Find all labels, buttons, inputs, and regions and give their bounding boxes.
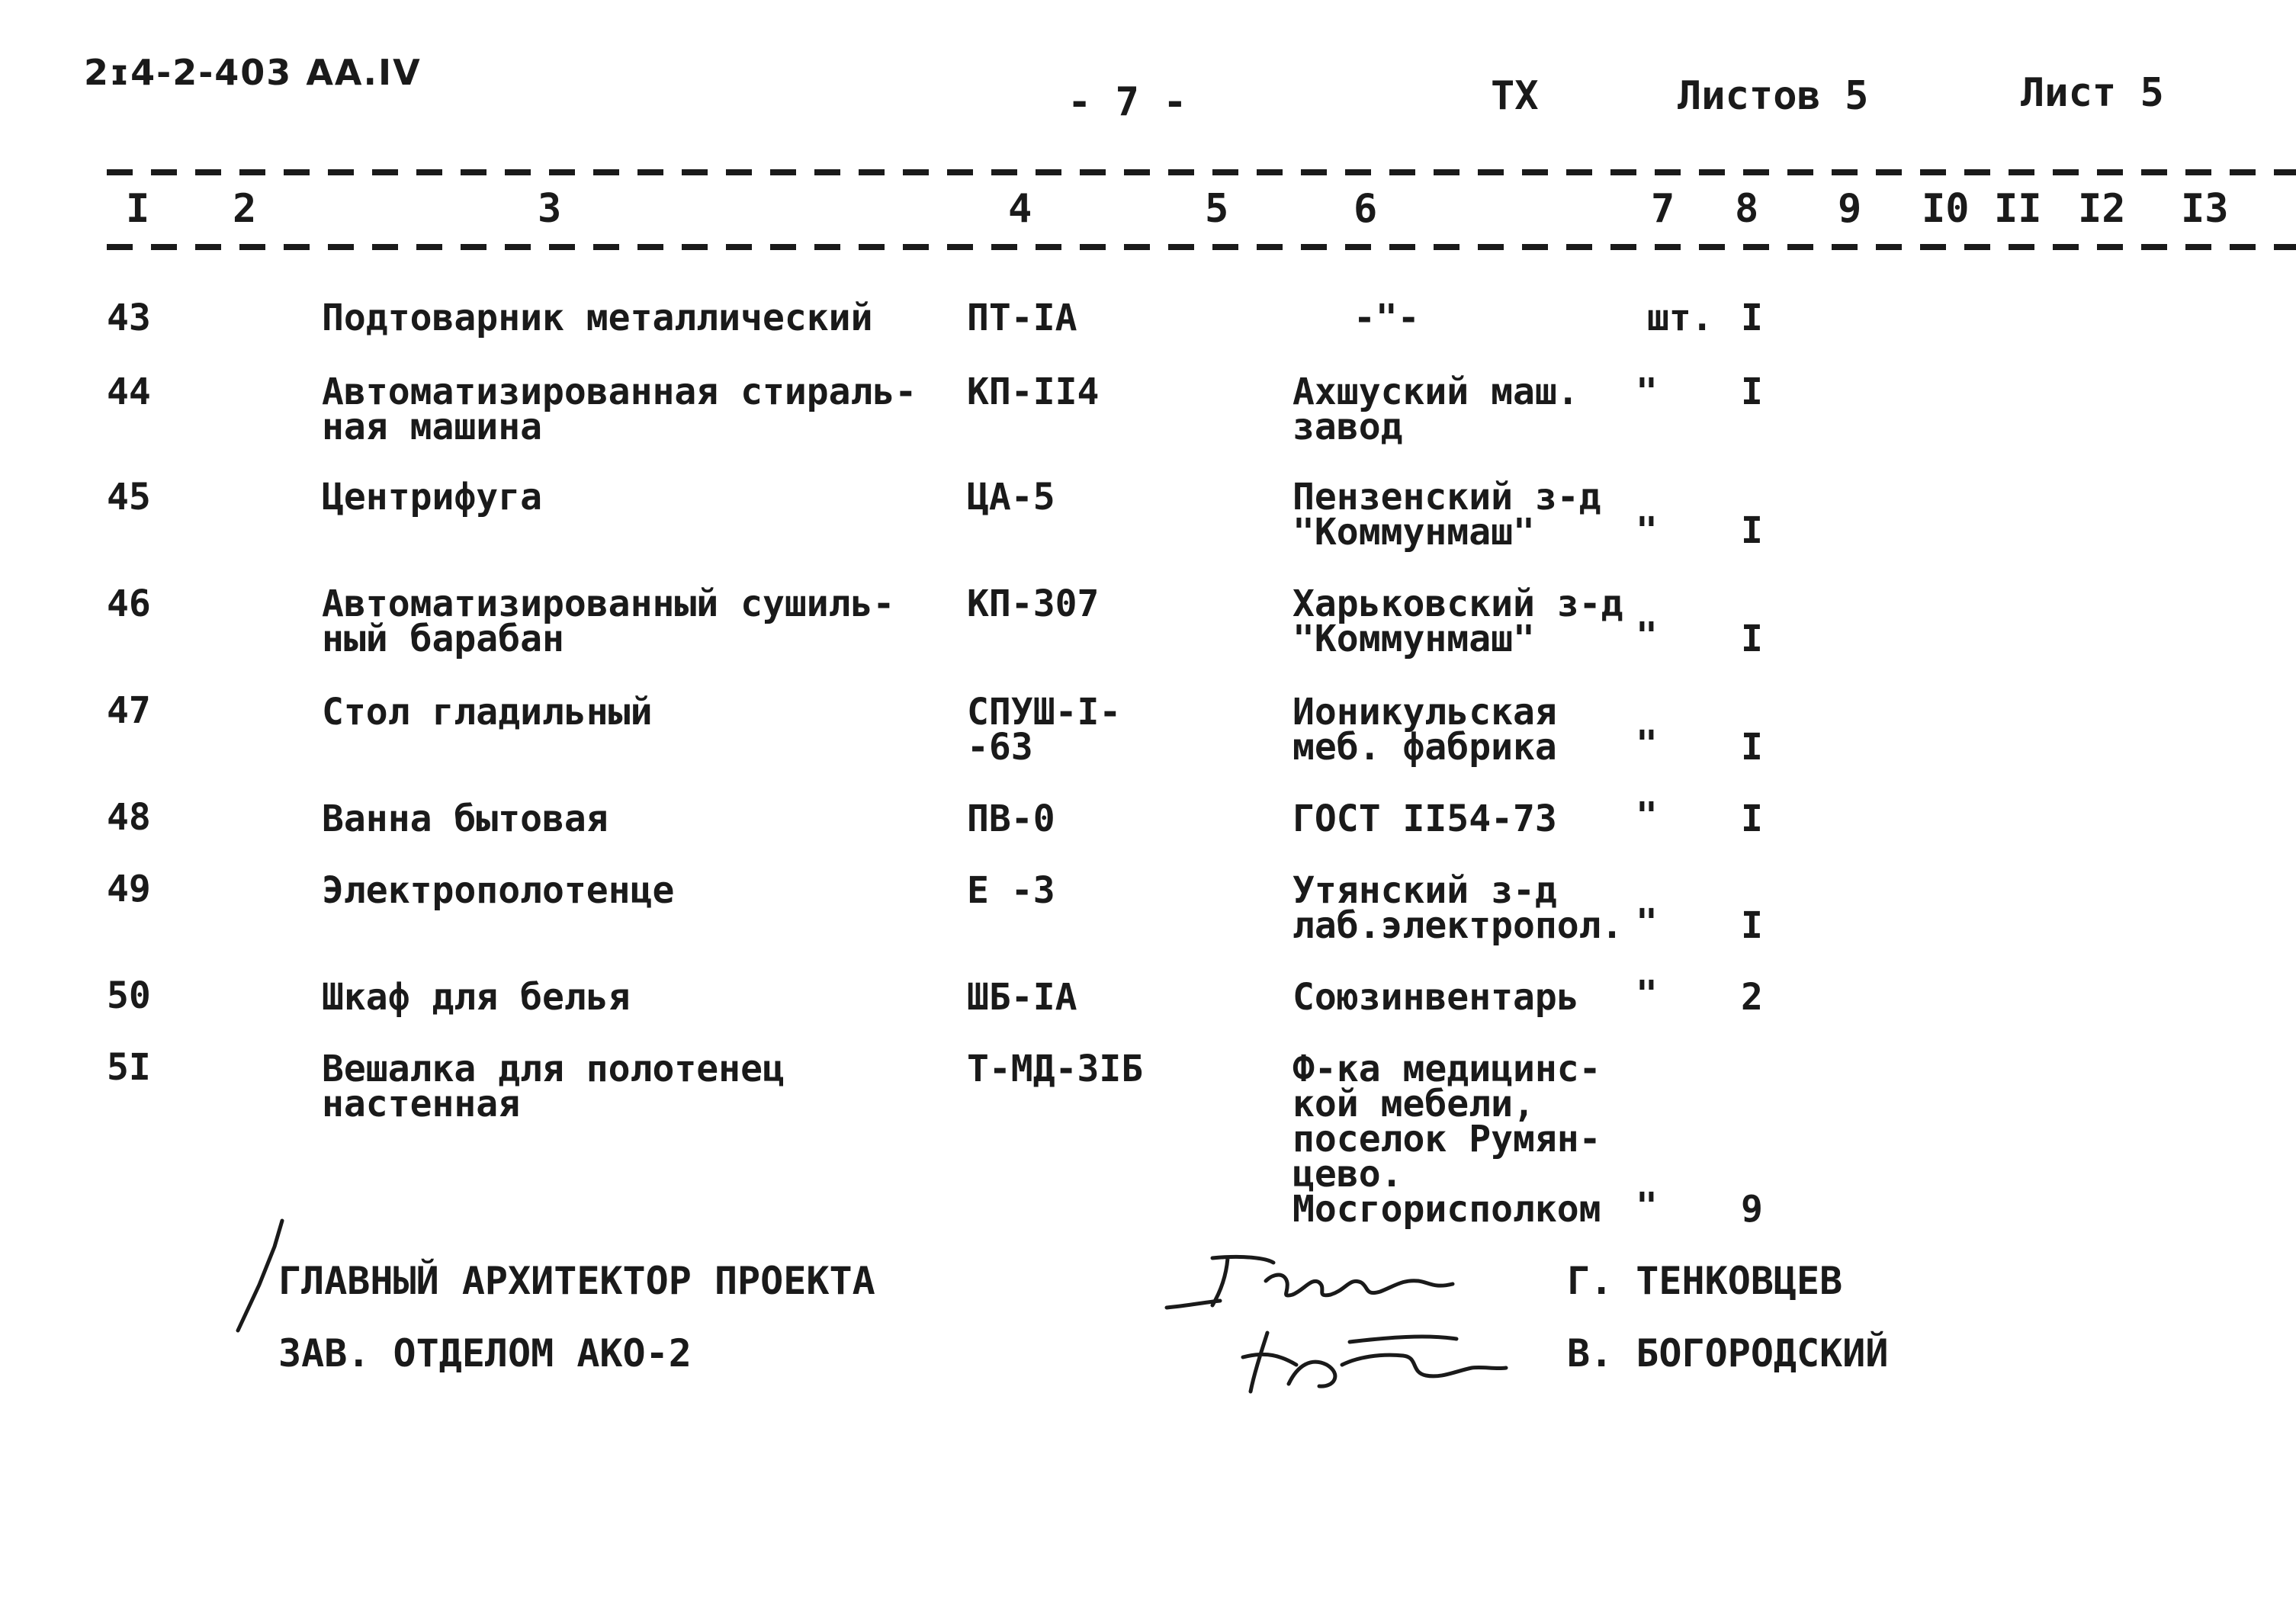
item-quantity: I (1741, 726, 1763, 769)
col-header: I2 (2078, 186, 2126, 232)
item-name: ный барабан (322, 618, 564, 660)
item-mark: ШБ-IА (967, 976, 1077, 1019)
item-maker: "Коммунмаш" (1293, 618, 1535, 660)
item-maker: меб. фабрика (1293, 726, 1557, 769)
signature-1 (1159, 1235, 1464, 1319)
col-header: 2 (233, 186, 257, 232)
item-maker: Ионикульская (1293, 691, 1557, 733)
row-number: 45 (107, 476, 151, 518)
item-maker: завод (1293, 406, 1403, 448)
item-maker: лаб.электропол. (1293, 904, 1623, 947)
item-maker: Утянский з-д (1293, 869, 1557, 912)
item-quantity: 9 (1741, 1188, 1763, 1231)
item-unit: " (1636, 901, 1658, 944)
col-header: 5 (1205, 186, 1229, 232)
row-number: 47 (107, 689, 151, 732)
item-unit: " (1636, 371, 1658, 413)
row-number: 5I (107, 1046, 151, 1089)
item-name: Вешалка для полотенец (322, 1048, 785, 1090)
page-number: - 7 - (1068, 79, 1187, 125)
item-name: Автоматизированная стираль- (322, 371, 917, 413)
row-number: 46 (107, 583, 151, 625)
sheet-number: Лист 5 (2021, 70, 2164, 116)
item-maker: ГОСТ II54-73 (1293, 798, 1557, 840)
col-header: 8 (1735, 186, 1759, 232)
item-mark: КП-II4 (967, 371, 1100, 413)
signature-2 (1228, 1311, 1517, 1403)
item-unit: шт. (1647, 297, 1713, 339)
item-name: Центрифуга (322, 476, 542, 518)
item-maker: Пензенский з-д (1293, 476, 1601, 518)
col-header: 4 (1008, 186, 1032, 232)
row-number: 44 (107, 371, 151, 413)
item-maker: Ахшуский маш. (1293, 371, 1579, 413)
item-name: настенная (322, 1083, 521, 1125)
header-rule-top (107, 169, 2296, 175)
item-unit: " (1636, 509, 1658, 552)
item-mark: СПУШ-I- (967, 691, 1122, 733)
item-quantity: 2 (1741, 976, 1763, 1019)
item-maker: -"- (1354, 297, 1420, 339)
item-maker: поселок Румян- (1293, 1118, 1601, 1160)
document-code: 2ɪ4-2-403 АА.IV (84, 52, 422, 93)
item-maker: цево. (1293, 1153, 1403, 1196)
item-name: Подтоварник металлический (322, 297, 873, 339)
col-header: 3 (538, 186, 562, 232)
item-name: Шкаф для белья (322, 976, 631, 1019)
item-mark: ПВ-0 (967, 798, 1055, 840)
item-mark: Е -3 (967, 869, 1055, 912)
item-maker: Союзинвентарь (1293, 976, 1579, 1019)
item-name: Стол гладильный (322, 691, 653, 733)
item-maker: Харьковский з-д (1293, 583, 1623, 625)
chief-architect-name: Г. ТЕНКОВЦЕВ (1567, 1259, 1843, 1303)
row-number: 43 (107, 297, 151, 339)
col-header: 7 (1651, 186, 1675, 232)
item-name: Ванна бытовая (322, 798, 609, 840)
item-quantity: I (1741, 618, 1763, 660)
col-header: I (126, 186, 150, 232)
item-quantity: I (1741, 509, 1763, 552)
item-maker: кой мебели, (1293, 1083, 1535, 1125)
item-maker: "Коммунмаш" (1293, 511, 1535, 554)
chief-architect-role: ГЛАВНЫЙ АРХИТЕКТОР ПРОЕКТА (278, 1259, 875, 1303)
row-number: 50 (107, 974, 151, 1017)
department-head-name: В. БОГОРОДСКИЙ (1567, 1331, 1889, 1375)
item-unit: " (1636, 723, 1658, 766)
stage-marker: TX (1491, 73, 1539, 119)
col-header: I3 (2181, 186, 2229, 232)
item-mark: -63 (967, 726, 1033, 769)
col-header: I0 (1922, 186, 1970, 232)
item-quantity: I (1741, 798, 1763, 840)
sheets-total: Листов 5 (1678, 73, 1869, 119)
item-unit: " (1636, 615, 1658, 657)
item-quantity: I (1741, 904, 1763, 947)
item-name: Электрополотенце (322, 869, 675, 912)
item-maker: Мосгорисполком (1293, 1188, 1601, 1231)
item-unit: " (1636, 1185, 1658, 1228)
item-mark: КП-307 (967, 583, 1100, 625)
row-number: 48 (107, 796, 151, 839)
department-head-role: ЗАВ. ОТДЕЛОМ АКО-2 (278, 1331, 692, 1375)
item-mark: ПТ-IА (967, 297, 1077, 339)
item-quantity: I (1741, 297, 1763, 339)
col-header: II (1994, 186, 2042, 232)
item-mark: Т-МД-3IБ (967, 1048, 1144, 1090)
col-header: 9 (1838, 186, 1862, 232)
item-mark: ЦА-5 (967, 476, 1055, 518)
header-rule-bottom (107, 244, 2296, 250)
row-number: 49 (107, 868, 151, 910)
item-name: Автоматизированный сушиль- (322, 583, 895, 625)
item-unit: " (1636, 973, 1658, 1016)
item-quantity: I (1741, 371, 1763, 413)
item-name: ная машина (322, 406, 542, 448)
item-unit: " (1636, 794, 1658, 837)
item-maker: Ф-ка медицинс- (1293, 1048, 1601, 1090)
col-header: 6 (1354, 186, 1378, 232)
